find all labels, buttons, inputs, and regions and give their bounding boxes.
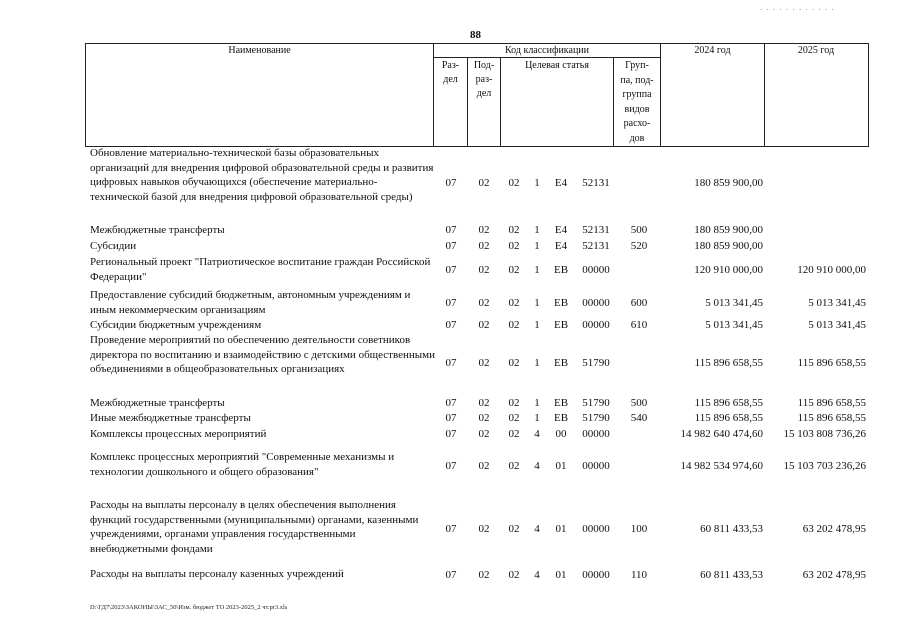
row-code-r: 07 bbox=[445, 240, 457, 252]
table-row bbox=[0, 396, 904, 412]
row-code-r: 07 bbox=[445, 412, 457, 424]
row-code-c1: 02 bbox=[508, 177, 520, 189]
row-amount-2024: 115 896 658,55 bbox=[694, 397, 763, 409]
row-code-c4: 52131 bbox=[582, 177, 610, 189]
row-code-r: 07 bbox=[445, 523, 457, 535]
row-code-pr: 02 bbox=[478, 177, 490, 189]
row-code-c2: 1 bbox=[534, 264, 540, 276]
row-code-c2: 1 bbox=[534, 357, 540, 369]
row-code-r: 07 bbox=[445, 397, 457, 409]
row-code-c4: 51790 bbox=[582, 357, 610, 369]
row-code-c2: 1 bbox=[534, 297, 540, 309]
row-amount-2025: 5 013 341,45 bbox=[808, 319, 866, 331]
row-code-c2: 1 bbox=[534, 224, 540, 236]
row-code-r: 07 bbox=[445, 460, 457, 472]
row-name: Комплекс процессных мероприятий "Современные механизмы и технологии дошкольного и общего образования" bbox=[90, 451, 395, 478]
row-code-pr: 02 bbox=[478, 412, 490, 424]
row-amount-2025: 15 103 703 236,26 bbox=[783, 460, 866, 472]
row-code-c3: ЕВ bbox=[553, 397, 569, 409]
row-amount-2024: 180 859 900,00 bbox=[694, 224, 763, 236]
table-row bbox=[0, 498, 904, 562]
row-amount-2025: 120 910 000,00 bbox=[797, 264, 866, 276]
row-code-c2: 1 bbox=[534, 397, 540, 409]
row-code-pr: 02 bbox=[478, 319, 490, 331]
row-code-vr: 540 bbox=[630, 412, 648, 424]
row-code-c3: 01 bbox=[555, 460, 567, 472]
row-code-vr: 500 bbox=[630, 397, 648, 409]
row-code-c1: 02 bbox=[508, 428, 520, 440]
row-code-pr: 02 bbox=[478, 264, 490, 276]
header-code: Код классификации bbox=[504, 45, 590, 56]
row-code-c3: 01 bbox=[555, 569, 567, 581]
row-code-c3: Е4 bbox=[554, 224, 568, 236]
header-2024: 2024 год bbox=[694, 45, 731, 56]
header-2025: 2025 год bbox=[797, 45, 835, 56]
row-code-r: 07 bbox=[445, 569, 457, 581]
row-code-c4: 00000 bbox=[582, 297, 610, 309]
row-code-c4: 00000 bbox=[582, 319, 610, 331]
header-target: Целевая статья bbox=[525, 60, 589, 71]
table-row bbox=[0, 567, 904, 585]
row-name: Субсидии bbox=[90, 240, 137, 252]
row-code-vr: 600 bbox=[630, 297, 648, 309]
page-number: 88 bbox=[470, 29, 481, 41]
row-amount-2024: 120 910 000,00 bbox=[694, 264, 763, 276]
row-code-pr: 02 bbox=[478, 460, 490, 472]
row-name: Расходы на выплаты персоналу в целях обеспечения выполнения функций государственными (муниципальными) органами, казенными учреждениями, органами управления государственными внебюджетными фондами bbox=[90, 499, 419, 555]
row-name: Межбюджетные трансферты bbox=[90, 224, 225, 236]
row-code-c1: 02 bbox=[508, 297, 520, 309]
row-code-vr: 100 bbox=[630, 523, 648, 535]
row-code-c3: ЕВ bbox=[553, 319, 569, 331]
row-amount-2024: 115 896 658,55 bbox=[694, 412, 763, 424]
row-code-c4: 00000 bbox=[582, 460, 610, 472]
row-code-pr: 02 bbox=[478, 240, 490, 252]
row-code-r: 07 bbox=[445, 264, 457, 276]
row-code-vr: 110 bbox=[630, 569, 648, 581]
row-code-c3: 00 bbox=[555, 428, 567, 440]
row-code-c4: 51790 bbox=[582, 412, 610, 424]
corner-marks: . . . . . . . . . . . . bbox=[760, 2, 835, 12]
row-code-c1: 02 bbox=[508, 240, 520, 252]
row-code-c1: 02 bbox=[508, 460, 520, 472]
row-code-c3: Е4 bbox=[554, 240, 568, 252]
table-row bbox=[0, 411, 904, 427]
row-code-c4: 00000 bbox=[582, 428, 610, 440]
row-code-c2: 4 bbox=[534, 460, 540, 472]
row-code-c4: 00000 bbox=[582, 264, 610, 276]
row-code-c3: Е4 bbox=[554, 177, 568, 189]
row-amount-2024: 14 982 640 474,60 bbox=[680, 428, 763, 440]
row-code-vr: 610 bbox=[630, 319, 648, 331]
table-row bbox=[0, 333, 904, 395]
row-amount-2024: 5 013 341,45 bbox=[705, 297, 763, 309]
row-code-r: 07 bbox=[445, 177, 457, 189]
row-code-r: 07 bbox=[445, 357, 457, 369]
header-name: Наименование bbox=[228, 45, 291, 56]
row-code-c2: 4 bbox=[534, 428, 540, 440]
row-code-c1: 02 bbox=[508, 224, 520, 236]
row-code-c1: 02 bbox=[508, 569, 520, 581]
row-code-vr: 500 bbox=[630, 224, 648, 236]
row-code-r: 07 bbox=[445, 428, 457, 440]
row-name: Субсидии бюджетным учреждениям bbox=[90, 319, 262, 331]
row-code-c2: 1 bbox=[534, 240, 540, 252]
file-path-footer: D:\ГД7\2023\ЗАКОНЫ\ЗАС_50\Изм. бюджет ТО 2023-2025_2 чт.pr3.xls bbox=[90, 604, 288, 611]
row-code-c3: ЕВ bbox=[553, 297, 569, 309]
row-code-c4: 51790 bbox=[582, 397, 610, 409]
row-code-pr: 02 bbox=[478, 569, 490, 581]
row-amount-2024: 115 896 658,55 bbox=[694, 357, 763, 369]
row-code-pr: 02 bbox=[478, 428, 490, 440]
row-amount-2025: 115 896 658,55 bbox=[797, 357, 866, 369]
row-name: Обновление материально-технической базы образовательных организаций для внедрения цифровой образовательной среды и развития цифровых навыков обучающихся (обеспечение материально-технической базой для внедрения цифровой образовательной среды) bbox=[90, 147, 434, 203]
row-amount-2024: 14 982 534 974,60 bbox=[680, 460, 763, 472]
row-code-c2: 1 bbox=[534, 412, 540, 424]
row-code-c3: ЕВ bbox=[553, 412, 569, 424]
table-row bbox=[0, 450, 904, 484]
row-code-c2: 4 bbox=[534, 569, 540, 581]
row-code-c1: 02 bbox=[508, 319, 520, 331]
row-amount-2025: 5 013 341,45 bbox=[808, 297, 866, 309]
row-name: Проведение мероприятий по обеспечению деятельности советников директора по воспитанию и взаимодействию с детскими общественными объединениями в общеобразовательных организациях bbox=[90, 334, 436, 375]
table-row bbox=[0, 255, 904, 287]
row-amount-2024: 180 859 900,00 bbox=[694, 177, 763, 189]
row-code-c1: 02 bbox=[508, 412, 520, 424]
row-code-c1: 02 bbox=[508, 357, 520, 369]
row-amount-2025: 63 202 478,95 bbox=[802, 523, 866, 535]
row-code-pr: 02 bbox=[478, 523, 490, 535]
row-code-c4: 52131 bbox=[582, 240, 610, 252]
row-code-r: 07 bbox=[445, 319, 457, 331]
row-code-r: 07 bbox=[445, 224, 457, 236]
row-code-c3: 01 bbox=[555, 523, 567, 535]
row-code-c4: 52131 bbox=[582, 224, 610, 236]
table-row bbox=[0, 223, 904, 239]
row-amount-2025: 115 896 658,55 bbox=[797, 412, 866, 424]
row-code-c2: 4 bbox=[534, 523, 540, 535]
row-code-r: 07 bbox=[445, 297, 457, 309]
row-code-c2: 1 bbox=[534, 177, 540, 189]
row-amount-2025: 63 202 478,95 bbox=[802, 569, 866, 581]
row-amount-2024: 60 811 433,53 bbox=[700, 523, 763, 535]
row-name: Межбюджетные трансферты bbox=[90, 397, 225, 409]
row-code-vr: 520 bbox=[630, 240, 648, 252]
table-row bbox=[0, 318, 904, 334]
row-code-c3: ЕВ bbox=[553, 264, 569, 276]
table-row bbox=[0, 239, 904, 255]
row-name: Региональный проект "Патриотическое воспитание граждан Российской Федерации" bbox=[90, 256, 431, 283]
row-amount-2025: 115 896 658,55 bbox=[797, 397, 866, 409]
row-code-c1: 02 bbox=[508, 523, 520, 535]
row-amount-2025: 15 103 808 736,26 bbox=[783, 428, 866, 440]
row-code-c4: 00000 bbox=[582, 523, 610, 535]
table-row bbox=[0, 427, 904, 443]
row-amount-2024: 180 859 900,00 bbox=[694, 240, 763, 252]
row-code-pr: 02 bbox=[478, 224, 490, 236]
row-code-c2: 1 bbox=[534, 319, 540, 331]
row-code-pr: 02 bbox=[478, 357, 490, 369]
header-podrazdel: Под- раз- дел bbox=[473, 60, 495, 99]
header-group: Груп- па, под- группа видов расхо- дов bbox=[620, 60, 654, 144]
row-code-c1: 02 bbox=[508, 397, 520, 409]
row-name: Расходы на выплаты персоналу казенных учреждений bbox=[90, 568, 344, 580]
row-code-pr: 02 bbox=[478, 297, 490, 309]
row-name: Комплексы процессных мероприятий bbox=[90, 428, 267, 440]
row-code-c1: 02 bbox=[508, 264, 520, 276]
table-row bbox=[0, 146, 904, 222]
row-name: Предоставление субсидий бюджетным, автономным учреждениям и иным некоммерческим организациям bbox=[90, 289, 411, 316]
row-name: Иные межбюджетные трансферты bbox=[90, 412, 251, 424]
row-amount-2024: 60 811 433,53 bbox=[700, 569, 763, 581]
row-amount-2024: 5 013 341,45 bbox=[705, 319, 763, 331]
header-razdel: Раз- дел bbox=[441, 60, 460, 85]
row-code-pr: 02 bbox=[478, 397, 490, 409]
row-code-c4: 00000 bbox=[582, 569, 610, 581]
table-row bbox=[0, 288, 904, 320]
row-code-c3: ЕВ bbox=[553, 357, 569, 369]
